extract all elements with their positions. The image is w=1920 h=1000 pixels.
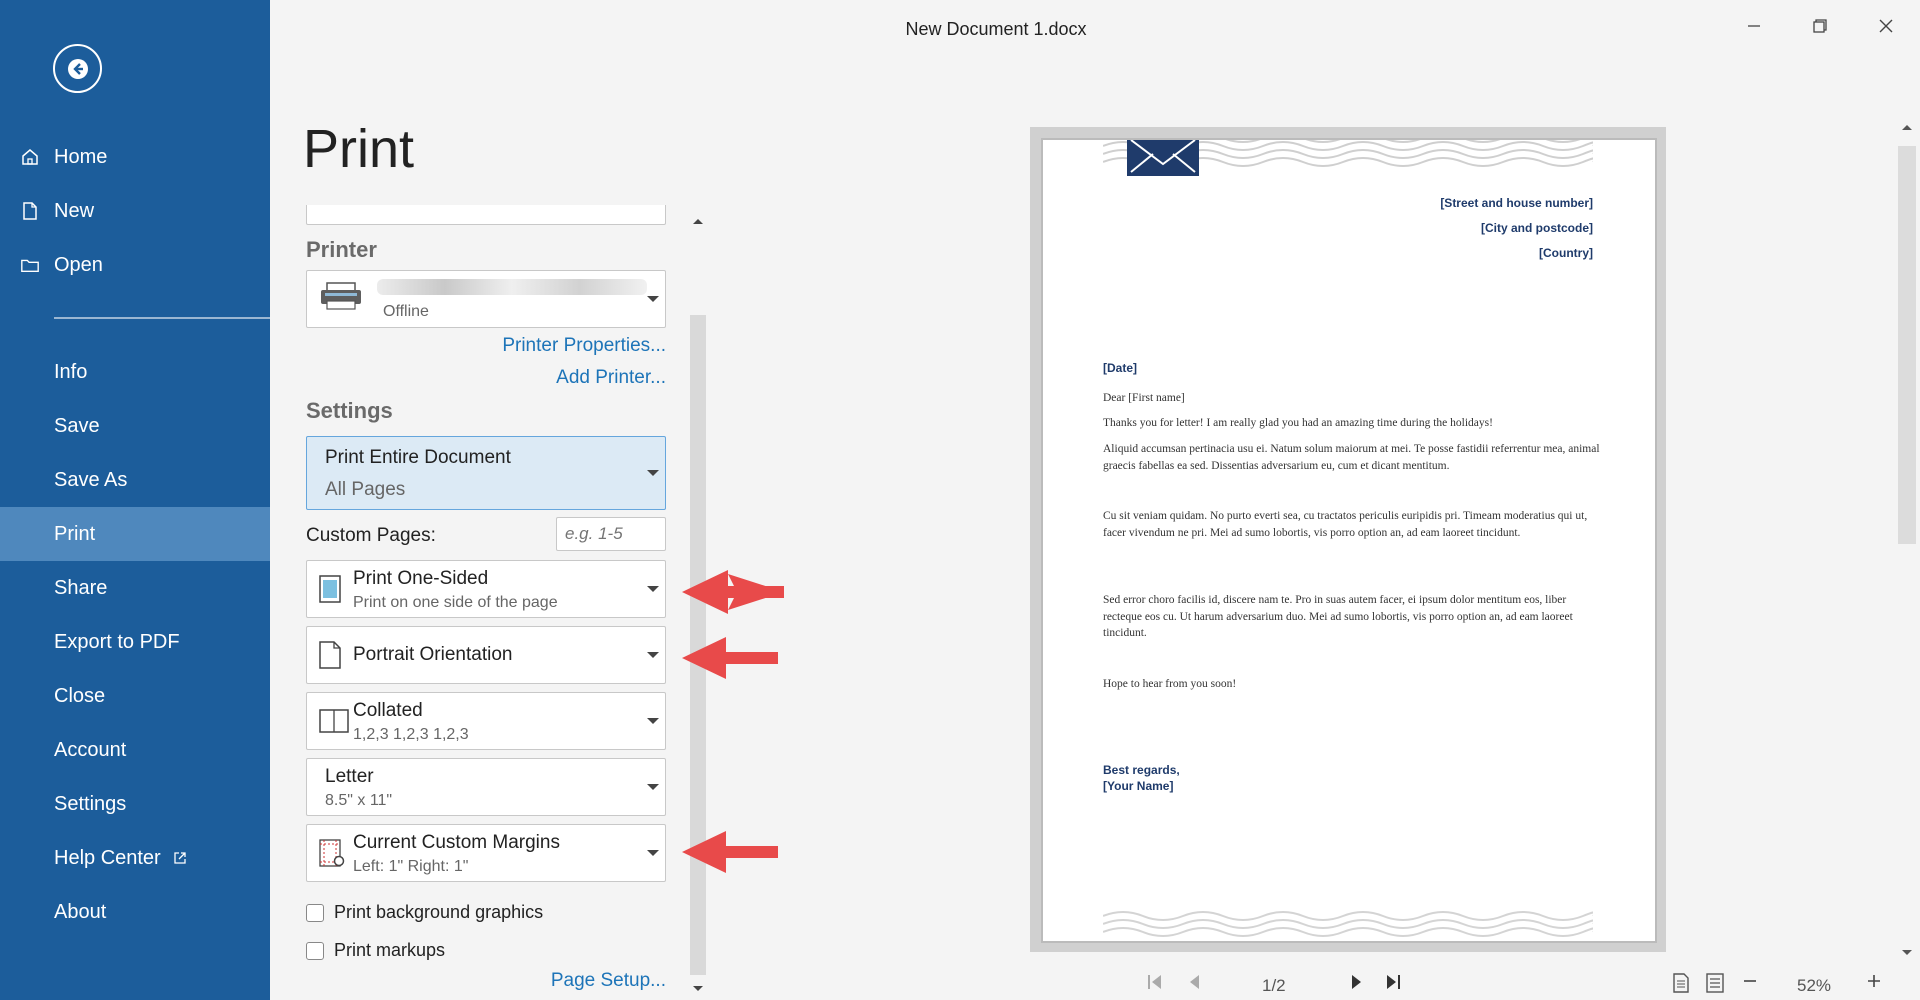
- preview-page: [1043, 140, 1655, 941]
- address-line: [City and postcode]: [1480, 221, 1593, 235]
- orientation-dropdown[interactable]: [306, 626, 666, 684]
- print-sides-title: Print One-Sided: [353, 568, 489, 589]
- portrait-page-icon: [319, 641, 341, 674]
- back-button[interactable]: [53, 44, 102, 93]
- sidebar-item-label: Info: [54, 360, 88, 383]
- letter-closing: Best regards,: [1103, 763, 1180, 777]
- zoom-in-button[interactable]: [1866, 973, 1882, 989]
- first-page-icon: [1147, 973, 1163, 991]
- paper-size-subtitle: 8.5" x 11": [325, 792, 393, 809]
- sidebar-item-close[interactable]: [0, 669, 270, 723]
- sidebar-item-settings[interactable]: [0, 777, 270, 831]
- sidebar-item-about[interactable]: [0, 885, 270, 939]
- printer-dropdown[interactable]: [306, 270, 666, 328]
- scrollbar-thumb[interactable]: [1898, 146, 1916, 544]
- sidebar-item-label: Save As: [54, 468, 128, 491]
- restore-button[interactable]: [1808, 14, 1832, 38]
- printer-status: Offline: [383, 303, 429, 320]
- sidebar-item-label: New: [54, 199, 95, 222]
- sidebar-item-save-as[interactable]: [0, 453, 270, 507]
- printer-icon: [319, 281, 363, 316]
- add-printer-link[interactable]: Add Printer...: [556, 367, 666, 388]
- minimize-icon: [1746, 18, 1762, 34]
- plus-icon: [1866, 973, 1882, 989]
- checkbox-box[interactable]: [306, 942, 324, 960]
- folder-icon: [20, 255, 40, 275]
- paper-size-dropdown[interactable]: [306, 758, 666, 816]
- previous-dropdown[interactable]: [306, 205, 666, 225]
- address-line: [Country]: [1539, 246, 1593, 260]
- close-icon: [1878, 18, 1894, 34]
- checkbox-label: Print background graphics: [334, 902, 544, 922]
- print-sides-dropdown[interactable]: [306, 560, 666, 618]
- zoom-out-button[interactable]: [1742, 973, 1758, 989]
- sidebar-item-label: Home: [54, 145, 108, 168]
- margins-subtitle: Left: 1" Right: 1": [353, 858, 469, 875]
- scroll-up-icon[interactable]: [1900, 122, 1914, 132]
- letter-paragraph: Aliquid accumsan pertinacia usu ei. Natum solum maiorum at mei. Te posse fastidii referrentur mea, animal graecis fabellas ea sed. Dissentias adversarium eu, cum et dicant mentitum.: [1103, 443, 1600, 472]
- sidebar-item-label: Export to PDF: [54, 630, 180, 653]
- print-background-checkbox[interactable]: [306, 902, 543, 923]
- letter-date: [Date]: [1103, 361, 1138, 375]
- page-width-view-button[interactable]: [1706, 973, 1724, 993]
- chevron-down-icon: [647, 718, 659, 724]
- paper-size-title: Letter: [325, 766, 374, 787]
- next-page-button[interactable]: [1350, 973, 1364, 991]
- letter-paragraph: Thanks you for letter! I am really glad you had an amazing time during the holidays!: [1103, 417, 1493, 429]
- custom-pages-label: Custom Pages:: [306, 525, 436, 546]
- checkbox-box[interactable]: [306, 904, 324, 922]
- annotation-arrow-icon: [680, 826, 780, 878]
- letter-paragraph: Cu sit veniam quidam. No purto everti sea, cu tractatos periculis euripidis pri. Timeam moderatius qui ut, facer vivendum ne pri. Mei ad sumo lobortis, vis porro option an, ad eam laoreet tincidunt.: [1103, 510, 1588, 539]
- printer-properties-link[interactable]: Printer Properties...: [502, 335, 666, 356]
- sidebar-item-label: Save: [54, 414, 100, 437]
- letter-paragraph: Hope to hear from you soon!: [1103, 678, 1237, 690]
- sidebar-item-label: Print: [54, 522, 96, 545]
- sidebar-item-help-center[interactable]: [0, 831, 270, 885]
- margins-dropdown[interactable]: [306, 824, 666, 882]
- sidebar: [0, 0, 270, 1000]
- chevron-down-icon: [647, 470, 659, 476]
- print-settings-pane: [300, 205, 714, 1000]
- letter-salutation: Dear [First name]: [1103, 392, 1185, 404]
- chevron-down-icon: [647, 296, 659, 302]
- sidebar-item-label: Help Center: [54, 846, 161, 869]
- previous-page-button[interactable]: [1187, 973, 1201, 991]
- printer-name-redacted: [377, 279, 647, 295]
- printer-section-label: Printer: [306, 237, 377, 262]
- arrow-left-icon: [67, 58, 89, 80]
- sidebar-item-account[interactable]: [0, 723, 270, 777]
- restore-icon: [1812, 18, 1828, 34]
- sidebar-divider: [54, 317, 270, 319]
- sidebar-item-print[interactable]: [0, 507, 270, 561]
- sidebar-item-share[interactable]: [0, 561, 270, 615]
- collation-title: Collated: [353, 700, 423, 721]
- next-page-icon: [1350, 973, 1364, 991]
- one-sided-icon: [319, 575, 341, 608]
- scroll-down-icon[interactable]: [1900, 948, 1914, 958]
- zoom-level: 52%: [1797, 976, 1832, 995]
- chevron-down-icon: [647, 850, 659, 856]
- print-markups-checkbox[interactable]: [306, 940, 445, 961]
- wave-footer-decoration: [1103, 908, 1593, 941]
- sidebar-item-open[interactable]: [0, 238, 270, 292]
- sidebar-item-label: Share: [54, 576, 108, 599]
- sidebar-item-label: About: [54, 900, 107, 923]
- address-line: [Street and house number]: [1440, 196, 1593, 210]
- orientation-title: Portrait Orientation: [353, 644, 513, 665]
- collated-icon: [319, 709, 349, 738]
- print-sides-subtitle: Print on one side of the page: [353, 594, 558, 611]
- sidebar-item-new[interactable]: [0, 184, 270, 238]
- preview-scrollbar[interactable]: [1895, 118, 1919, 963]
- print-range-title: Print Entire Document: [325, 447, 511, 468]
- single-page-icon: [1672, 973, 1690, 993]
- page-title: Print: [303, 119, 415, 179]
- sidebar-item-label: Account: [54, 738, 127, 761]
- first-page-button[interactable]: [1147, 973, 1163, 991]
- chevron-down-icon: [647, 652, 659, 658]
- checkbox-label: Print markups: [334, 940, 446, 960]
- sidebar-item-label: Close: [54, 684, 106, 707]
- previous-page-icon: [1187, 973, 1201, 991]
- single-page-view-button[interactable]: [1672, 973, 1690, 993]
- chevron-down-icon: [647, 586, 659, 592]
- last-page-button[interactable]: [1385, 973, 1401, 991]
- envelope-icon: [1127, 140, 1199, 176]
- sidebar-item-save[interactable]: [0, 399, 270, 453]
- external-link-icon: [173, 851, 187, 865]
- scroll-up-icon[interactable]: [691, 216, 705, 226]
- page-setup-link[interactable]: Page Setup...: [550, 970, 666, 991]
- letter-paragraph: Sed error choro facilis id, discere nam te. Pro in suas autem facer, ei ipsum dolor mentitum eos, liber recteque eos cu. Ut harum adversarium duo. Mei ad sumo lobortis, vis porro option an, ad eam laoreet tincidunt.: [1103, 594, 1573, 639]
- sidebar-item-label: Open: [54, 253, 103, 276]
- page-counter: 1/2: [1262, 976, 1286, 995]
- collation-dropdown[interactable]: [306, 692, 666, 750]
- sidebar-item-label: Settings: [54, 792, 127, 815]
- minus-icon: [1742, 973, 1758, 989]
- custom-pages-input[interactable]: [556, 517, 666, 551]
- window-title: New Document 1.docx: [905, 19, 1087, 39]
- print-range-subtitle: All Pages: [325, 479, 406, 500]
- chevron-down-icon: [647, 784, 659, 790]
- annotation-arrow-icon: [680, 632, 780, 684]
- new-doc-icon: [20, 201, 40, 221]
- close-window-button[interactable]: [1874, 14, 1898, 38]
- sidebar-item-export-pdf[interactable]: [0, 615, 270, 669]
- margins-icon: [319, 839, 345, 872]
- minimize-button[interactable]: [1742, 14, 1766, 38]
- margins-title: Current Custom Margins: [353, 832, 560, 853]
- sidebar-item-home[interactable]: [0, 130, 270, 184]
- letter-signature: [Your Name]: [1103, 779, 1174, 793]
- scroll-down-icon[interactable]: [691, 984, 705, 994]
- collation-subtitle: 1,2,3 1,2,3 1,2,3: [353, 726, 469, 743]
- home-icon: [20, 147, 40, 167]
- page-width-icon: [1706, 973, 1724, 993]
- sidebar-item-info[interactable]: [0, 345, 270, 399]
- annotation-arrow-icon: [680, 564, 786, 620]
- settings-section-label: Settings: [306, 398, 393, 423]
- print-range-dropdown[interactable]: [306, 436, 666, 510]
- last-page-icon: [1385, 973, 1401, 991]
